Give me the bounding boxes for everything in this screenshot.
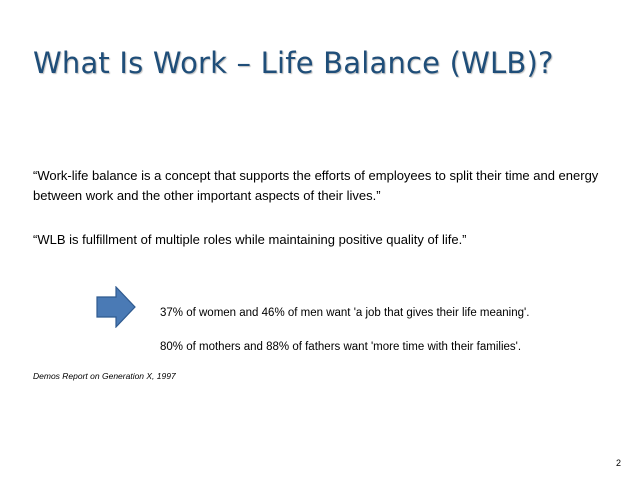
page-number: 2 <box>615 458 621 468</box>
statistic-family-time: 80% of mothers and 88% of fathers want 'more time with their families'. <box>160 341 522 353</box>
definition-quote-2: “WLB is fulfillment of multiple roles while maintaining positive quality of life.” <box>33 232 467 247</box>
statistic-meaning: 37% of women and 46% of men want 'a job that gives their life meaning'. <box>160 307 530 319</box>
slide-title: What Is Work – Life Balance (WLB)? <box>33 46 554 80</box>
source-citation: Demos Report on Generation X, 1997 <box>33 371 176 381</box>
definition-quote-1: “Work-life balance is a concept that supports the efforts of employees to split their time and energy between work and the other important aspects of their lives.” <box>33 168 599 203</box>
right-arrow-icon <box>96 286 136 328</box>
